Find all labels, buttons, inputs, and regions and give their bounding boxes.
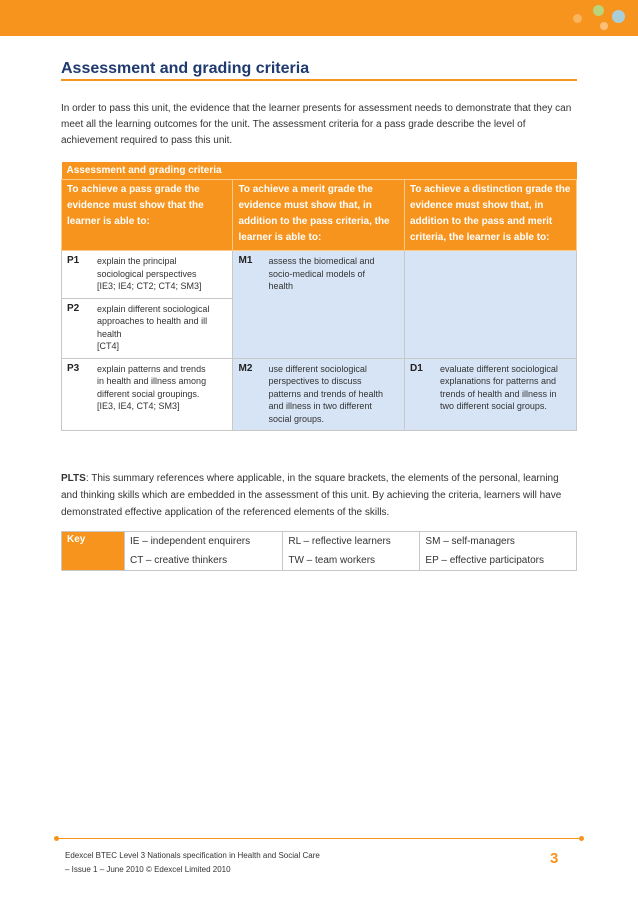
criterion-d1 bbox=[404, 358, 576, 431]
footer-line-1: Edexcel BTEC Level 3 Nationals specification in Health and Social Care bbox=[65, 851, 320, 860]
plts-label: PLTS bbox=[61, 473, 86, 484]
criterion-text: use different sociological bbox=[268, 363, 367, 374]
criterion-text: assess the biomedical and bbox=[268, 256, 375, 266]
key-label: Key bbox=[62, 532, 125, 571]
intro-paragraph: In order to pass this unit, the evidence that the learner presents for assessment needs to demonstrate that they can meet all the learning outcomes for the unit. The assessment criteria for a pass grade describe the level of achievement required to pass this unit. bbox=[61, 103, 572, 146]
distinction-header: To achieve a distinction grade the evidence must show that, in addition to the pass and merit criteria, the learner is able to: bbox=[404, 180, 576, 251]
criteria-table bbox=[61, 162, 577, 431]
criterion-text: trends of health and illness in bbox=[439, 388, 557, 399]
criterion-text: perspectives to discuss bbox=[268, 376, 362, 386]
top-banner bbox=[0, 0, 638, 36]
criterion-code: P2 bbox=[67, 302, 80, 314]
criterion-m2 bbox=[233, 358, 404, 431]
criterion-text: different social groupings. bbox=[97, 388, 200, 399]
section-title: Assessment and grading criteria bbox=[61, 60, 577, 81]
key-rl: RL – reflective learners bbox=[283, 532, 420, 552]
criterion-text: [IE3, IE4, CT4; SM3] bbox=[97, 401, 180, 411]
page-number: 3 bbox=[550, 850, 559, 867]
plts-paragraph bbox=[61, 470, 577, 521]
criterion-code: D1 bbox=[409, 362, 423, 374]
criterion-p2 bbox=[62, 298, 233, 358]
criterion-text: explain patterns and trends bbox=[97, 363, 206, 374]
key-ep: EP – effective participators bbox=[420, 551, 577, 571]
footer-text bbox=[65, 849, 320, 877]
criterion-text: explain the principal bbox=[97, 256, 177, 266]
footer-dot-icon bbox=[579, 836, 584, 841]
criterion-text: social groups. bbox=[268, 413, 325, 424]
criterion-text: explanations for patterns and bbox=[439, 376, 557, 386]
footer-line-2: – Issue 1 – June 2010 © Edexcel Limited 2010 bbox=[65, 865, 231, 874]
criterion-text: socio-medical models of bbox=[268, 268, 366, 279]
footer-divider bbox=[56, 838, 582, 839]
criterion-code: M1 bbox=[238, 255, 253, 266]
decorative-circle-icon bbox=[573, 14, 582, 23]
criterion-text: health bbox=[97, 328, 122, 339]
criterion-text: and illness in two different bbox=[268, 401, 372, 411]
criterion-text: [CT4] bbox=[97, 341, 120, 351]
criterion-text: approaches to health and ill bbox=[97, 316, 208, 326]
criterion-text: patterns and trends of health bbox=[268, 388, 384, 399]
criterion-code: P1 bbox=[67, 255, 80, 266]
criterion-text: two different social groups. bbox=[439, 401, 547, 411]
criterion-code: M2 bbox=[238, 362, 253, 374]
key-ie: IE – independent enquirers bbox=[125, 532, 283, 552]
criterion-code: P3 bbox=[67, 362, 80, 374]
merit-header: To achieve a merit grade the evidence must show that, in addition to the pass criteria, the learner is able to: bbox=[233, 180, 404, 251]
criterion-p1 bbox=[62, 251, 233, 299]
criterion-text: sociological perspectives bbox=[97, 268, 197, 279]
distinction-empty-cell bbox=[404, 251, 576, 359]
pass-header: To achieve a pass grade the evidence must show that the learner is able to: bbox=[62, 180, 233, 251]
key-sm: SM – self-managers bbox=[420, 532, 577, 552]
criterion-p3 bbox=[62, 358, 233, 431]
key-table bbox=[61, 531, 577, 571]
criterion-text: explain different sociological bbox=[97, 303, 210, 314]
plts-text: : This summary references where applicable, in the square brackets, the elements of the personal, learning and thinking skills which are embedded in the assessment of this unit. By achieving the criteria, learners will have demonstrated effective application of the referenced elements of the skills. bbox=[61, 473, 562, 518]
criterion-m1 bbox=[233, 251, 404, 359]
criterion-text: evaluate different sociological bbox=[439, 363, 558, 374]
decorative-circle-icon bbox=[612, 10, 625, 23]
decorative-circle-icon bbox=[593, 5, 604, 16]
criterion-text: in health and illness among bbox=[97, 376, 207, 386]
key-ct: CT – creative thinkers bbox=[125, 551, 283, 571]
criteria-table-title: Assessment and grading criteria bbox=[62, 162, 577, 180]
criterion-text: [IE3; IE4; CT2; CT4; SM3] bbox=[97, 281, 202, 291]
key-tw: TW – team workers bbox=[283, 551, 420, 571]
decorative-circle-icon bbox=[600, 22, 608, 30]
criterion-text: health bbox=[268, 281, 294, 291]
